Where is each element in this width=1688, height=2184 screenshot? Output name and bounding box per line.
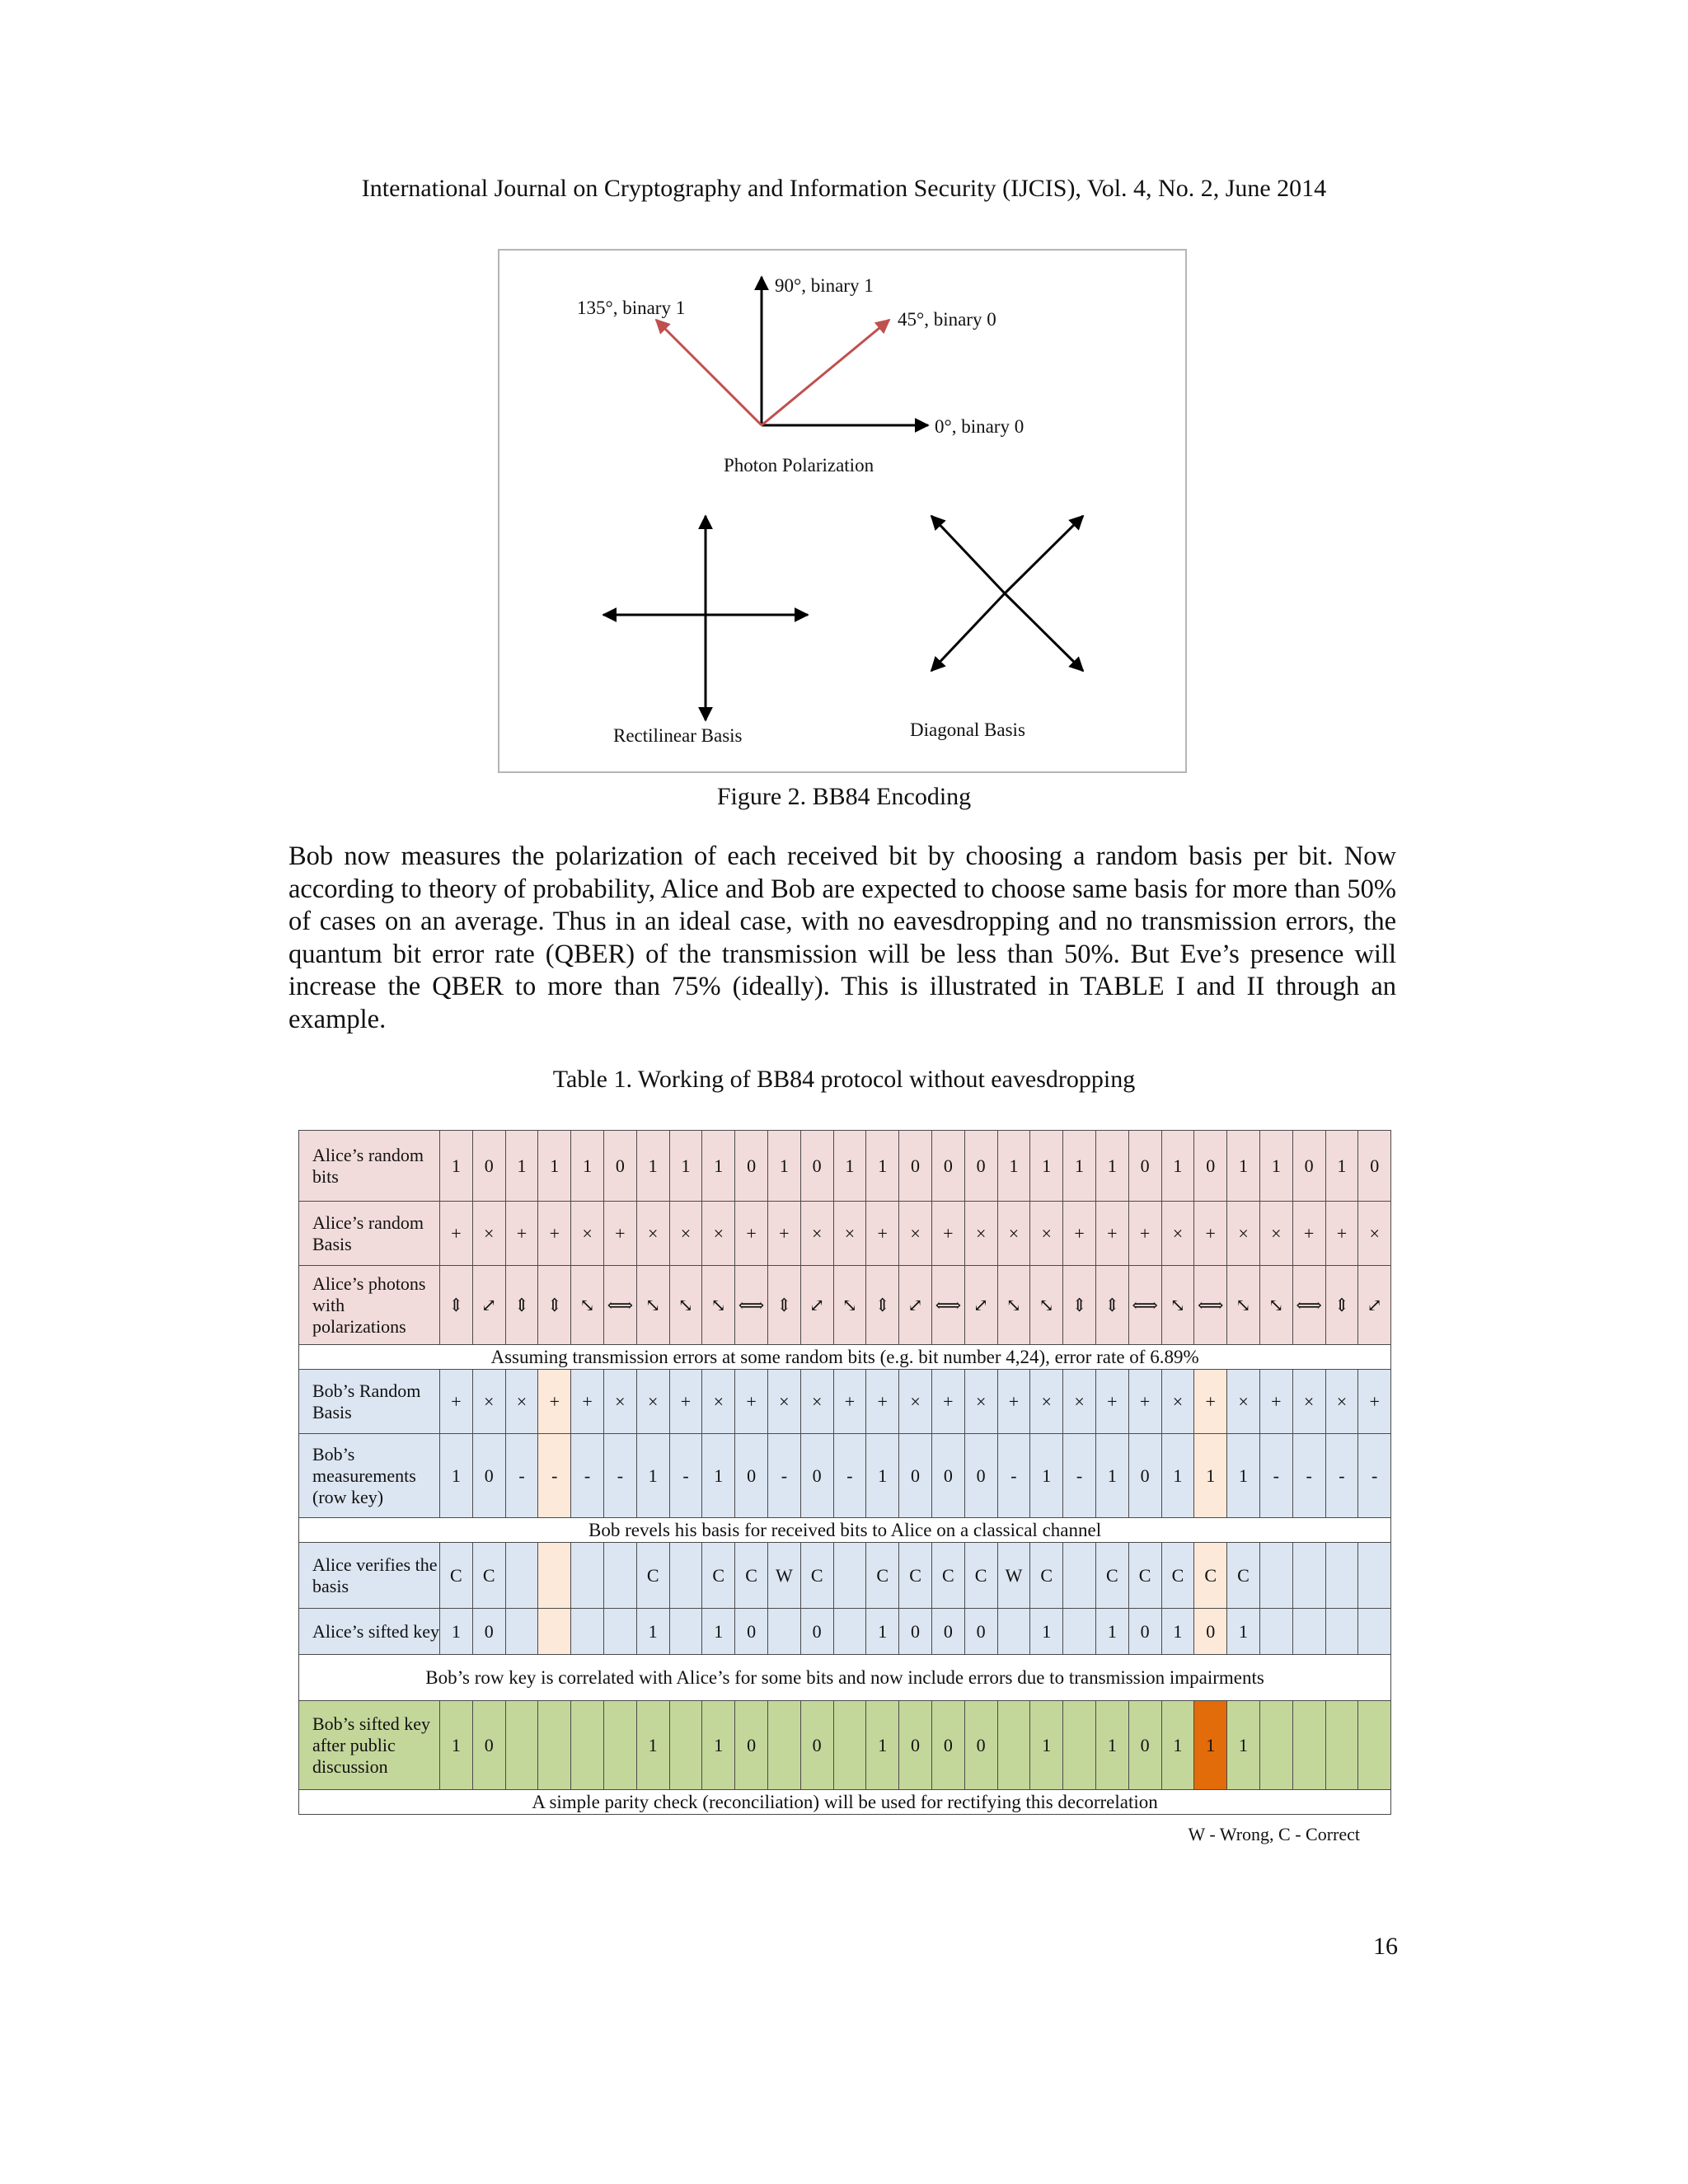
table-cell: × xyxy=(1030,1370,1063,1434)
table-cell: ⇕ xyxy=(866,1266,899,1345)
table-span-note: A simple parity check (reconciliation) will be used for rectifying this decorrelation xyxy=(299,1790,1391,1815)
table-cell xyxy=(538,1543,571,1609)
table-cell: 1 xyxy=(636,1434,669,1518)
table-cell: + xyxy=(440,1202,473,1266)
table-cell: 1 xyxy=(1095,1701,1128,1790)
table-cell: + xyxy=(735,1370,768,1434)
table-cell: + xyxy=(1063,1202,1096,1266)
table-cell: × xyxy=(472,1202,505,1266)
table-cell: - xyxy=(1259,1434,1292,1518)
table-row-label: Bob’s measurements (row key) xyxy=(299,1434,440,1518)
table-cell: 1 xyxy=(1227,1434,1260,1518)
table-cell xyxy=(997,1701,1030,1790)
table-cell: × xyxy=(669,1202,702,1266)
table-cell: 0 xyxy=(800,1434,833,1518)
table-cell xyxy=(1063,1609,1096,1655)
table-cell: - xyxy=(669,1434,702,1518)
table-cell xyxy=(538,1701,571,1790)
table-cell xyxy=(1259,1701,1292,1790)
table-cell: 1 xyxy=(669,1131,702,1202)
table-cell: + xyxy=(1095,1202,1128,1266)
table-cell: C xyxy=(702,1543,735,1609)
running-header: International Journal on Cryptography and Information Security (IJCIS), Vol. 4, No. 2, June 2014 xyxy=(361,175,1327,202)
table-cell: 0 xyxy=(1292,1131,1325,1202)
table-cell: 1 xyxy=(571,1131,604,1202)
table-cell: × xyxy=(899,1370,932,1434)
label-45deg: 45°, binary 0 xyxy=(898,309,996,330)
table-cell: C xyxy=(1030,1543,1063,1609)
table-cell: + xyxy=(440,1370,473,1434)
table-row-label: Bob’s sifted key after public discussion xyxy=(299,1701,440,1790)
table-cell: 1 xyxy=(702,1131,735,1202)
table-cell: C xyxy=(1128,1543,1161,1609)
table-cell: 1 xyxy=(440,1434,473,1518)
table-cell: ⟺ xyxy=(1194,1266,1227,1345)
table-cell xyxy=(833,1701,866,1790)
table-cell: ⟺ xyxy=(931,1266,964,1345)
table-cell: 1 xyxy=(1161,1701,1194,1790)
table-cell xyxy=(1358,1543,1391,1609)
table-cell: C xyxy=(440,1543,473,1609)
table-cell xyxy=(1292,1543,1325,1609)
table-cell: + xyxy=(603,1202,636,1266)
table-row-label: Alice’s random bits xyxy=(299,1131,440,1202)
table-cell: 0 xyxy=(899,1434,932,1518)
bb84-encoding-figure xyxy=(498,249,1187,773)
table-cell: × xyxy=(899,1202,932,1266)
table-cell: C xyxy=(1161,1543,1194,1609)
table-cell: + xyxy=(1292,1202,1325,1266)
table-cell: 0 xyxy=(735,1434,768,1518)
table-cell: + xyxy=(1128,1370,1161,1434)
table-cell: 1 xyxy=(833,1131,866,1202)
table-cell: 0 xyxy=(964,1701,997,1790)
table-cell: W xyxy=(997,1543,1030,1609)
table-cell xyxy=(1063,1701,1096,1790)
table-cell xyxy=(1292,1609,1325,1655)
table-cell: 1 xyxy=(702,1434,735,1518)
table-row xyxy=(299,1609,1391,1655)
table-cell: - xyxy=(833,1434,866,1518)
table-cell: ⤡ xyxy=(1259,1266,1292,1345)
table-cell: ⇕ xyxy=(538,1266,571,1345)
table-cell: - xyxy=(1292,1434,1325,1518)
table-cell: 0 xyxy=(472,1609,505,1655)
table-cell: - xyxy=(603,1434,636,1518)
table-row-label: Alice’s random Basis xyxy=(299,1202,440,1266)
table-cell xyxy=(603,1701,636,1790)
table-cell xyxy=(1259,1543,1292,1609)
table-cell xyxy=(1259,1609,1292,1655)
table-cell: × xyxy=(636,1370,669,1434)
table-cell: 0 xyxy=(1128,1131,1161,1202)
table-cell xyxy=(571,1543,604,1609)
table-cell: 1 xyxy=(1063,1131,1096,1202)
table-row xyxy=(299,1131,1391,1202)
table-cell: - xyxy=(538,1434,571,1518)
table-cell: 0 xyxy=(1128,1701,1161,1790)
table-cell: × xyxy=(800,1202,833,1266)
table-cell: 1 xyxy=(440,1609,473,1655)
table-cell xyxy=(833,1543,866,1609)
table-cell: 0 xyxy=(1128,1609,1161,1655)
table-cell: 0 xyxy=(964,1131,997,1202)
table-cell xyxy=(1325,1609,1358,1655)
table-caption: Table 1. Working of BB84 protocol without eavesdropping xyxy=(552,1066,1136,1093)
table-cell: 1 xyxy=(1095,1434,1128,1518)
table-cell: × xyxy=(1358,1202,1391,1266)
table-cell: ⤢ xyxy=(800,1266,833,1345)
table-cell: ⟺ xyxy=(735,1266,768,1345)
table-cell xyxy=(571,1701,604,1790)
table-cell: - xyxy=(997,1434,1030,1518)
table-cell xyxy=(1325,1543,1358,1609)
table-row xyxy=(299,1518,1391,1543)
table-cell: + xyxy=(866,1202,899,1266)
table-cell: 1 xyxy=(702,1701,735,1790)
table-row xyxy=(299,1543,1391,1609)
table-cell: ⇕ xyxy=(767,1266,800,1345)
table-cell: 0 xyxy=(1128,1434,1161,1518)
table-cell: × xyxy=(603,1370,636,1434)
table-cell: × xyxy=(1161,1370,1194,1434)
table-cell: ⤡ xyxy=(702,1266,735,1345)
table-cell: C xyxy=(1095,1543,1128,1609)
table-cell xyxy=(1358,1701,1391,1790)
table-cell: 1 xyxy=(997,1131,1030,1202)
table-cell: C xyxy=(1227,1543,1260,1609)
table-cell xyxy=(505,1609,538,1655)
table-cell: 1 xyxy=(1095,1609,1128,1655)
diag-arrow-sw xyxy=(931,593,1005,671)
table-cell: ⇕ xyxy=(440,1266,473,1345)
table-cell: × xyxy=(1292,1370,1325,1434)
label-135deg: 135°, binary 1 xyxy=(577,298,686,318)
table-cell: × xyxy=(1259,1202,1292,1266)
table-cell: ⟺ xyxy=(603,1266,636,1345)
table-span-note: Assuming transmission errors at some random bits (e.g. bit number 4,24), error rate of 6.89% xyxy=(299,1345,1391,1370)
table-span-note: Bob’s row key is correlated with Alice’s for some bits and now include errors due to transmission impairments xyxy=(299,1655,1391,1701)
table-cell xyxy=(767,1701,800,1790)
table-cell: - xyxy=(571,1434,604,1518)
table-cell: + xyxy=(505,1202,538,1266)
table-cell: × xyxy=(1227,1370,1260,1434)
table-span-note: Bob revels his basis for received bits to Alice on a classical channel xyxy=(299,1518,1391,1543)
table-cell: 1 xyxy=(1227,1609,1260,1655)
table-cell: 1 xyxy=(1227,1131,1260,1202)
table-cell: + xyxy=(1259,1370,1292,1434)
table-cell xyxy=(669,1543,702,1609)
table-cell: 1 xyxy=(767,1131,800,1202)
table-cell: ⤡ xyxy=(669,1266,702,1345)
table-cell: ⤡ xyxy=(1030,1266,1063,1345)
page-number: 16 xyxy=(1373,1933,1398,1960)
table-cell: - xyxy=(1325,1434,1358,1518)
table-cell xyxy=(505,1701,538,1790)
table-cell: 1 xyxy=(1030,1701,1063,1790)
table-cell: 0 xyxy=(899,1131,932,1202)
table-cell: + xyxy=(931,1202,964,1266)
table-cell: 1 xyxy=(636,1131,669,1202)
table-cell: × xyxy=(636,1202,669,1266)
table-cell: 1 xyxy=(440,1131,473,1202)
table-row-label: Alice’s sifted key xyxy=(299,1609,440,1655)
table-cell: 0 xyxy=(603,1131,636,1202)
table-cell: ⟺ xyxy=(1292,1266,1325,1345)
table-cell: × xyxy=(1030,1202,1063,1266)
table-cell: ⤡ xyxy=(636,1266,669,1345)
table-cell: + xyxy=(571,1370,604,1434)
table-cell: 1 xyxy=(866,1701,899,1790)
table-cell: 1 xyxy=(1194,1701,1227,1790)
table-cell: 1 xyxy=(1095,1131,1128,1202)
table-legend: W - Wrong, C - Correct xyxy=(1188,1824,1360,1844)
table-cell: 1 xyxy=(1161,1609,1194,1655)
table-cell: C xyxy=(1194,1543,1227,1609)
label-photon-polarization: Photon Polarization xyxy=(724,455,874,476)
table-cell: ⤢ xyxy=(899,1266,932,1345)
table-cell: + xyxy=(1194,1202,1227,1266)
table-cell: × xyxy=(472,1370,505,1434)
table-cell: ⤡ xyxy=(833,1266,866,1345)
table-cell: 1 xyxy=(636,1609,669,1655)
table-cell: 0 xyxy=(931,1701,964,1790)
table-cell: ⤢ xyxy=(964,1266,997,1345)
table-cell: + xyxy=(1325,1202,1358,1266)
table-cell: + xyxy=(538,1370,571,1434)
table-cell: ⤢ xyxy=(472,1266,505,1345)
table-cell: + xyxy=(1128,1202,1161,1266)
table-cell: × xyxy=(505,1370,538,1434)
table-cell xyxy=(1325,1701,1358,1790)
table-row xyxy=(299,1370,1391,1434)
table-cell: - xyxy=(767,1434,800,1518)
table-cell xyxy=(669,1609,702,1655)
body-paragraph: Bob now measures the polarization of each received bit by choosing a random basis per bit. Now according to theory of probability, Alice and Bob are expected to choose same basis for more than 50% of cases on an average. Thus in an ideal case, with no eavesdropping and no transmission errors, the quantum bit error rate (QBER) of the transmission will be less than 50%. But Eve’s presence will increase the QBER to more than 75% (ideally). This is illustrated in TABLE I and II through an example. xyxy=(288,841,1396,1034)
table-cell: 0 xyxy=(735,1701,768,1790)
table-cell: 0 xyxy=(800,1701,833,1790)
table-cell: + xyxy=(833,1370,866,1434)
table-row xyxy=(299,1701,1391,1790)
table-cell: ⤡ xyxy=(1161,1266,1194,1345)
diag-arrow-se xyxy=(1005,593,1083,671)
table-cell: × xyxy=(833,1202,866,1266)
table-cell xyxy=(669,1701,702,1790)
table-cell: 0 xyxy=(931,1609,964,1655)
table-cell: ⇕ xyxy=(1063,1266,1096,1345)
table-cell: - xyxy=(1358,1434,1391,1518)
table-cell: × xyxy=(964,1202,997,1266)
table-cell: ⤡ xyxy=(571,1266,604,1345)
table-cell: 0 xyxy=(472,1131,505,1202)
table-cell xyxy=(538,1609,571,1655)
table-cell: + xyxy=(1358,1370,1391,1434)
table-cell: ⤢ xyxy=(1358,1266,1391,1345)
table-cell: × xyxy=(1063,1370,1096,1434)
label-90deg: 90°, binary 1 xyxy=(775,275,874,296)
table-cell: 1 xyxy=(505,1131,538,1202)
table-cell xyxy=(571,1609,604,1655)
table-row xyxy=(299,1266,1391,1345)
table-row xyxy=(299,1434,1391,1518)
figure-caption: Figure 2. BB84 Encoding xyxy=(716,783,972,810)
table-cell: × xyxy=(800,1370,833,1434)
table-cell: × xyxy=(702,1202,735,1266)
table-cell: 1 xyxy=(866,1434,899,1518)
table-cell: 0 xyxy=(800,1131,833,1202)
table-cell: 0 xyxy=(1194,1131,1227,1202)
table-cell: ⇕ xyxy=(1095,1266,1128,1345)
label-0deg: 0°, binary 0 xyxy=(935,416,1025,437)
table-cell: × xyxy=(1325,1370,1358,1434)
table-cell: 1 xyxy=(1259,1131,1292,1202)
table-cell: 1 xyxy=(1030,1434,1063,1518)
table-cell: + xyxy=(997,1370,1030,1434)
table-cell: 1 xyxy=(1227,1701,1260,1790)
table-cell: + xyxy=(1194,1370,1227,1434)
table-cell: 0 xyxy=(931,1434,964,1518)
table-cell: 1 xyxy=(1030,1131,1063,1202)
table-cell xyxy=(1358,1609,1391,1655)
arrow-135deg xyxy=(656,320,762,425)
bb84-protocol-table xyxy=(298,1130,1391,1815)
table-cell: 0 xyxy=(735,1131,768,1202)
table-cell: 1 xyxy=(1325,1131,1358,1202)
table-cell: W xyxy=(767,1543,800,1609)
table-cell: C xyxy=(472,1543,505,1609)
table-cell: + xyxy=(538,1202,571,1266)
table-cell: 0 xyxy=(472,1434,505,1518)
table-cell: ⤡ xyxy=(997,1266,1030,1345)
table-cell: + xyxy=(1095,1370,1128,1434)
label-rectilinear-basis: Rectilinear Basis xyxy=(613,725,743,746)
table-row-label: Alice’s photons with polarizations xyxy=(299,1266,440,1345)
table-cell: × xyxy=(997,1202,1030,1266)
table-cell: × xyxy=(1227,1202,1260,1266)
table-cell: 1 xyxy=(702,1609,735,1655)
table-cell: C xyxy=(735,1543,768,1609)
diag-arrow-nw xyxy=(931,516,1005,593)
table-cell: C xyxy=(866,1543,899,1609)
table-row xyxy=(299,1790,1391,1815)
table-cell: C xyxy=(899,1543,932,1609)
table-cell: ⤡ xyxy=(1227,1266,1260,1345)
table-row xyxy=(299,1345,1391,1370)
table-cell: 0 xyxy=(931,1131,964,1202)
table-cell: 0 xyxy=(1358,1131,1391,1202)
table-cell: × xyxy=(1161,1202,1194,1266)
table-cell: 0 xyxy=(472,1701,505,1790)
table-cell: 0 xyxy=(964,1609,997,1655)
table-cell xyxy=(603,1609,636,1655)
table-cell: ⇕ xyxy=(1325,1266,1358,1345)
table-cell: C xyxy=(636,1543,669,1609)
table-cell: 1 xyxy=(1161,1434,1194,1518)
table-cell xyxy=(505,1543,538,1609)
table-cell xyxy=(767,1609,800,1655)
label-diagonal-basis: Diagonal Basis xyxy=(910,719,1025,740)
table-cell: 1 xyxy=(866,1131,899,1202)
table-cell: + xyxy=(931,1370,964,1434)
table-row-label: Bob’s Random Basis xyxy=(299,1370,440,1434)
table-row-label: Alice verifies the basis xyxy=(299,1543,440,1609)
table-cell: 0 xyxy=(964,1434,997,1518)
table-cell: 1 xyxy=(1161,1131,1194,1202)
table-cell: 1 xyxy=(866,1609,899,1655)
table-row xyxy=(299,1655,1391,1701)
table-row xyxy=(299,1202,1391,1266)
table-cell: × xyxy=(702,1370,735,1434)
table-cell: × xyxy=(571,1202,604,1266)
diag-arrow-ne xyxy=(1005,516,1083,593)
table-cell: × xyxy=(767,1370,800,1434)
table-cell xyxy=(1292,1701,1325,1790)
table-cell: C xyxy=(800,1543,833,1609)
table-cell: 1 xyxy=(636,1701,669,1790)
table-cell: × xyxy=(964,1370,997,1434)
table-cell: + xyxy=(866,1370,899,1434)
table-cell xyxy=(1063,1543,1096,1609)
table-cell: 0 xyxy=(735,1609,768,1655)
table-cell: 0 xyxy=(899,1609,932,1655)
table-cell: 1 xyxy=(1030,1609,1063,1655)
table-cell: C xyxy=(931,1543,964,1609)
table-cell: + xyxy=(669,1370,702,1434)
table-cell: - xyxy=(1063,1434,1096,1518)
table-cell: C xyxy=(964,1543,997,1609)
table-cell: 0 xyxy=(800,1609,833,1655)
table-cell: 0 xyxy=(899,1701,932,1790)
table-cell: - xyxy=(505,1434,538,1518)
table-cell xyxy=(603,1543,636,1609)
table-cell: + xyxy=(767,1202,800,1266)
table-cell xyxy=(997,1609,1030,1655)
table-cell: 0 xyxy=(1194,1609,1227,1655)
table-cell xyxy=(833,1609,866,1655)
table-cell: ⟺ xyxy=(1128,1266,1161,1345)
table-cell: + xyxy=(735,1202,768,1266)
table-cell: 1 xyxy=(1194,1434,1227,1518)
table-cell: 1 xyxy=(538,1131,571,1202)
table-cell: ⇕ xyxy=(505,1266,538,1345)
arrow-45deg xyxy=(762,320,889,425)
table-cell: 1 xyxy=(440,1701,473,1790)
